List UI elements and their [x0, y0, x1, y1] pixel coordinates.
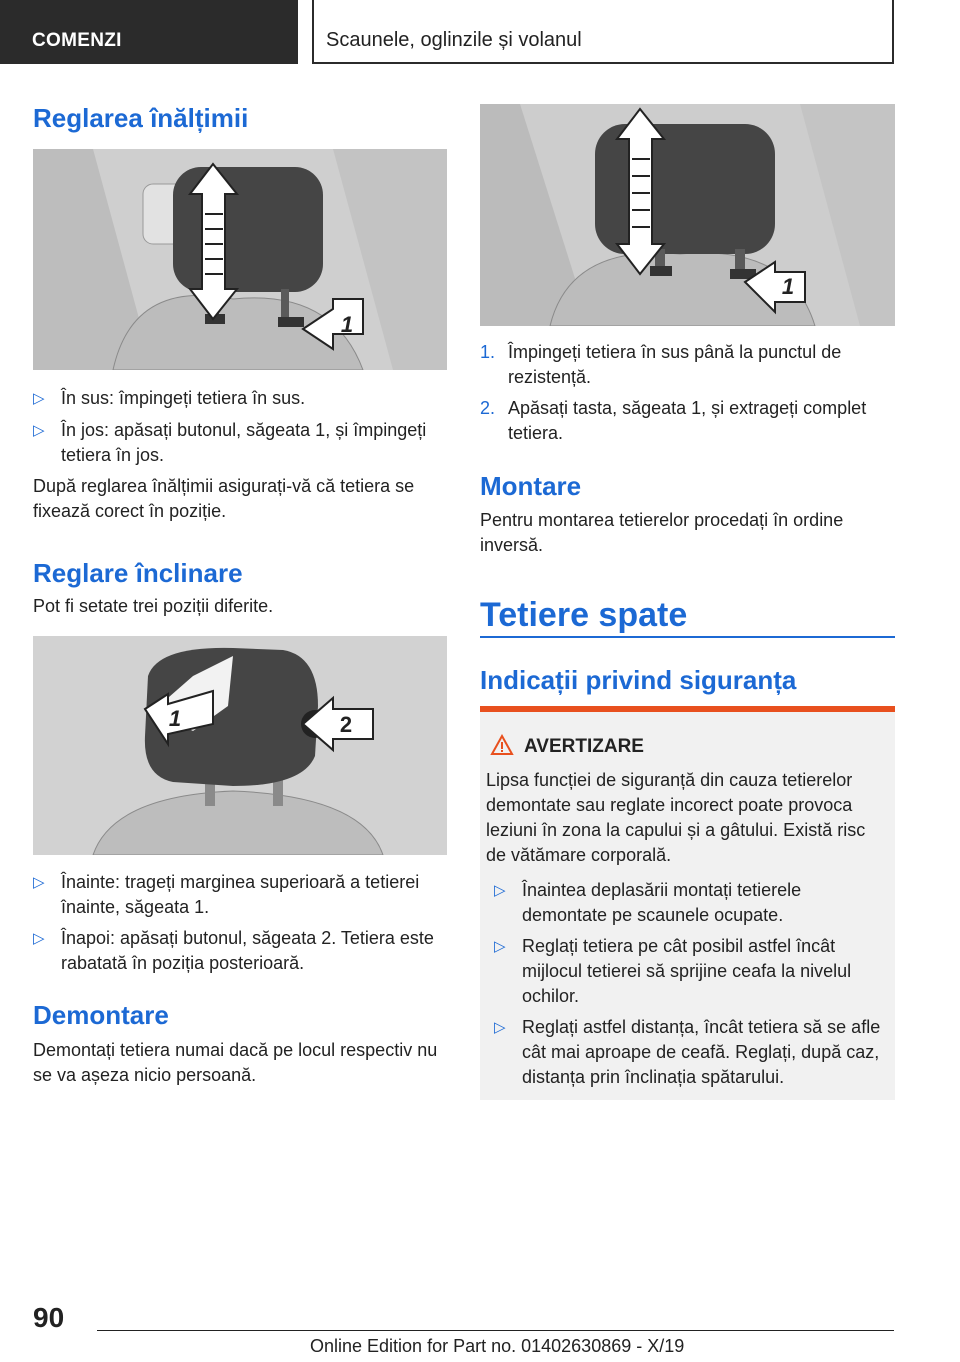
safety-title: Indicații privind siguranța: [480, 665, 797, 695]
list-item: ▷ În sus: împingeți tetiera în sus.: [33, 386, 447, 411]
figure-headrest-height: [33, 149, 447, 370]
header-section-label: COMENZI: [32, 30, 122, 51]
footer-rule: [97, 1330, 894, 1331]
header-chapter-tab: [312, 0, 894, 64]
height-adjust-title: Reglarea înălțimii: [33, 103, 249, 133]
height-note: După reglarea înălțimii asigurați-vă că tetiera se fixează corect în poziție.: [33, 476, 415, 521]
list-item: ▷ Înapoi: apăsați butonul, săgeata 2. Tetiera este rabatată în poziția posterioară.: [33, 928, 434, 973]
fig2-arrow1-label: 1: [168, 706, 182, 731]
rear-headrests-title: Tetiere spate: [480, 596, 688, 634]
removal-text: Demontați tetiera numai dacă pe locul respectiv nu se va așeza nicio persoană.: [33, 1040, 438, 1085]
list-item: 1. Împingeți tetiera în sus până la punctul de rezistență.: [480, 342, 842, 387]
warning-text: Lipsa funcției de siguranță din cauza tetierelor demontate sau reglate incorect poate provoca leziuni în zona la capului și a gâtului. Există risc de vătămare corporală.: [486, 770, 866, 865]
triangle-right-outline-icon: ▷: [33, 874, 45, 891]
page-number: 90: [33, 1302, 65, 1333]
fig2-arrow2-label: 2: [339, 712, 353, 737]
triangle-right-outline-icon: ▷: [33, 422, 45, 439]
list-item: ▷ În jos: apăsați butonul, săgeata 1, și împingeți tetiera în jos.: [33, 420, 427, 465]
figure-headrest-removal: [480, 104, 895, 326]
footer-edition: Online Edition for Part no. 01402630869 - X/19: [310, 1336, 685, 1356]
title-underline: [480, 636, 895, 638]
mounting-title: Montare: [480, 471, 582, 501]
warning-triangle-icon: [490, 734, 514, 756]
fig3-arrow-label: 1: [781, 274, 795, 299]
triangle-right-outline-icon: ▷: [494, 1019, 506, 1036]
list-item: 2. Apăsați tasta, săgeata 1, și extrageți complet tetiera.: [480, 398, 867, 443]
header-section-tab: [0, 0, 298, 64]
tilt-intro: Pot fi setate trei poziții diferite.: [33, 596, 274, 616]
mounting-text: Pentru montarea tetierelor procedați în ordine inversă.: [480, 510, 844, 555]
list-item: ▷ Reglați astfel distanța, încât tetiera să se afle cât mai aproape de ceafă. Reglați, după caz, distanța prin înclinația spătarului.: [494, 1017, 881, 1087]
triangle-right-outline-icon: ▷: [494, 882, 506, 899]
header-chapter-label: Scaunele, oglinzile și volanul: [326, 29, 582, 51]
warning-label: AVERTIZARE: [524, 736, 644, 757]
list-item: ▷ Înaintea deplasării montați tetierele demontate pe scaunele ocupate.: [494, 880, 802, 925]
triangle-right-outline-icon: ▷: [494, 938, 506, 955]
list-item: ▷ Reglați tetiera pe cât posibil astfel încât mijlocul tetierei să sprijine ceafa la nivelul ochilor.: [494, 936, 852, 1006]
warning-box: [480, 706, 895, 1100]
warning-bar: [480, 706, 895, 712]
removal-title: Demontare: [33, 1000, 169, 1030]
fig1-arrow-label: 1: [340, 312, 354, 337]
triangle-right-outline-icon: ▷: [33, 390, 45, 407]
triangle-right-outline-icon: ▷: [33, 930, 45, 947]
tilt-adjust-title: Reglare înclinare: [33, 558, 243, 588]
list-item: ▷ Înainte: trageți marginea superioară a tetierei înainte, săgeata 1.: [33, 872, 420, 917]
figure-headrest-tilt: [33, 636, 447, 855]
